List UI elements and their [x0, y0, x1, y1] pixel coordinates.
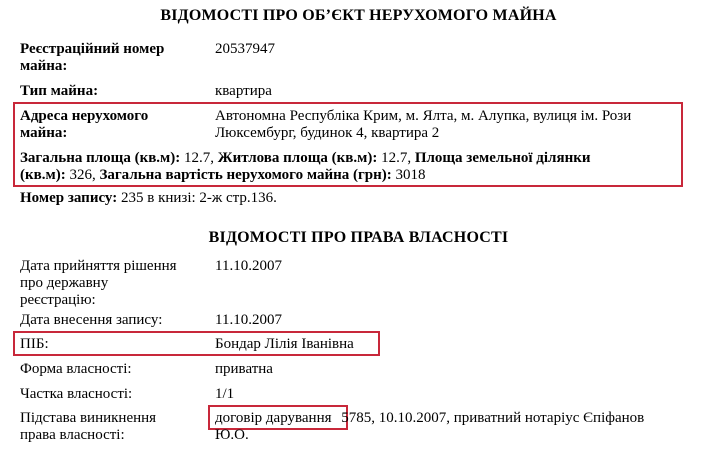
- basis-doc-type: договір дарування: [215, 410, 332, 426]
- ownership-share-label: Частка власності:: [20, 386, 133, 402]
- address-value: [215, 108, 631, 142]
- reg-number-label-line2: майна:: [20, 58, 68, 74]
- address-label-line2: майна:: [20, 125, 68, 141]
- living-area-value: 12.7,: [377, 150, 415, 166]
- record-number-value: 235 в книзі: 2-ж стр.136.: [117, 190, 277, 206]
- total-area-value: 12.7,: [180, 150, 218, 166]
- record-number-label: Номер запису:: [20, 190, 118, 206]
- decision-date-label-line1: Дата прийняття рішення: [20, 258, 177, 274]
- basis-doc-details: 5785, 10.10.2007, приватний нотаріус Єпіфанов: [337, 410, 645, 426]
- basis-label-line1: Підстава виникнення: [20, 410, 157, 426]
- property-section-title: ВІДОМОСТІ ПРО ОБ’ЄКТ НЕРУХОМОГО МАЙНА: [160, 7, 557, 24]
- living-area-label: Житлова площа (кв.м):: [217, 150, 378, 166]
- total-value-value: 3018: [391, 167, 426, 183]
- land-area-value: 326,: [65, 167, 100, 183]
- ownership-form-label: Форма власності:: [20, 361, 132, 377]
- address-label: [20, 108, 148, 142]
- reg-number-label-line1: Реєстраційний номер: [20, 41, 165, 57]
- basis-label-line2: права власності:: [20, 427, 125, 443]
- total-area-label: Загальна площа (кв.м):: [20, 150, 181, 166]
- entry-date-label: Дата внесення запису:: [20, 312, 163, 328]
- total-value-label: Загальна вартість нерухомого майна (грн):: [99, 167, 392, 183]
- areas-line-1: [20, 150, 591, 167]
- record-number: [20, 190, 277, 207]
- land-area-label-cont: (кв.м):: [20, 167, 66, 183]
- address-label-line1: Адреса нерухомого: [20, 108, 149, 124]
- ownership-form-value: приватна: [215, 361, 273, 377]
- entry-date-value: 11.10.2007: [215, 312, 282, 328]
- ownership-share-value: 1/1: [215, 386, 235, 402]
- ownership-section-title: ВІДОМОСТІ ПРО ПРАВА ВЛАСНОСТІ: [208, 229, 509, 246]
- decision-date-label-line3: реєстрацію:: [20, 292, 96, 308]
- land-area-label: Площа земельної ділянки: [414, 150, 591, 166]
- areas-line-2: [20, 167, 426, 184]
- name-label: ПІБ:: [20, 336, 49, 352]
- property-type-value: квартира: [215, 83, 272, 99]
- basis-value-line1: [215, 410, 644, 427]
- decision-date-value: 11.10.2007: [215, 258, 282, 274]
- reg-number-value: 20537947: [215, 41, 275, 57]
- basis-value-line2: Ю.О.: [215, 427, 249, 443]
- property-type-label: Тип майна:: [20, 83, 99, 99]
- owner-name-value: Бондар Лілія Іванівна: [215, 336, 354, 352]
- address-value-line1: Автономна Республіка Крим, м. Ялта, м. Алупка, вулиця ім. Рози: [215, 108, 632, 124]
- decision-date-label: [20, 258, 177, 309]
- address-value-line2: Люксембург, будинок 4, квартира 2: [215, 125, 440, 141]
- basis-label: [20, 410, 156, 444]
- decision-date-label-line2: про державну: [20, 275, 109, 291]
- reg-number-label: [20, 41, 164, 75]
